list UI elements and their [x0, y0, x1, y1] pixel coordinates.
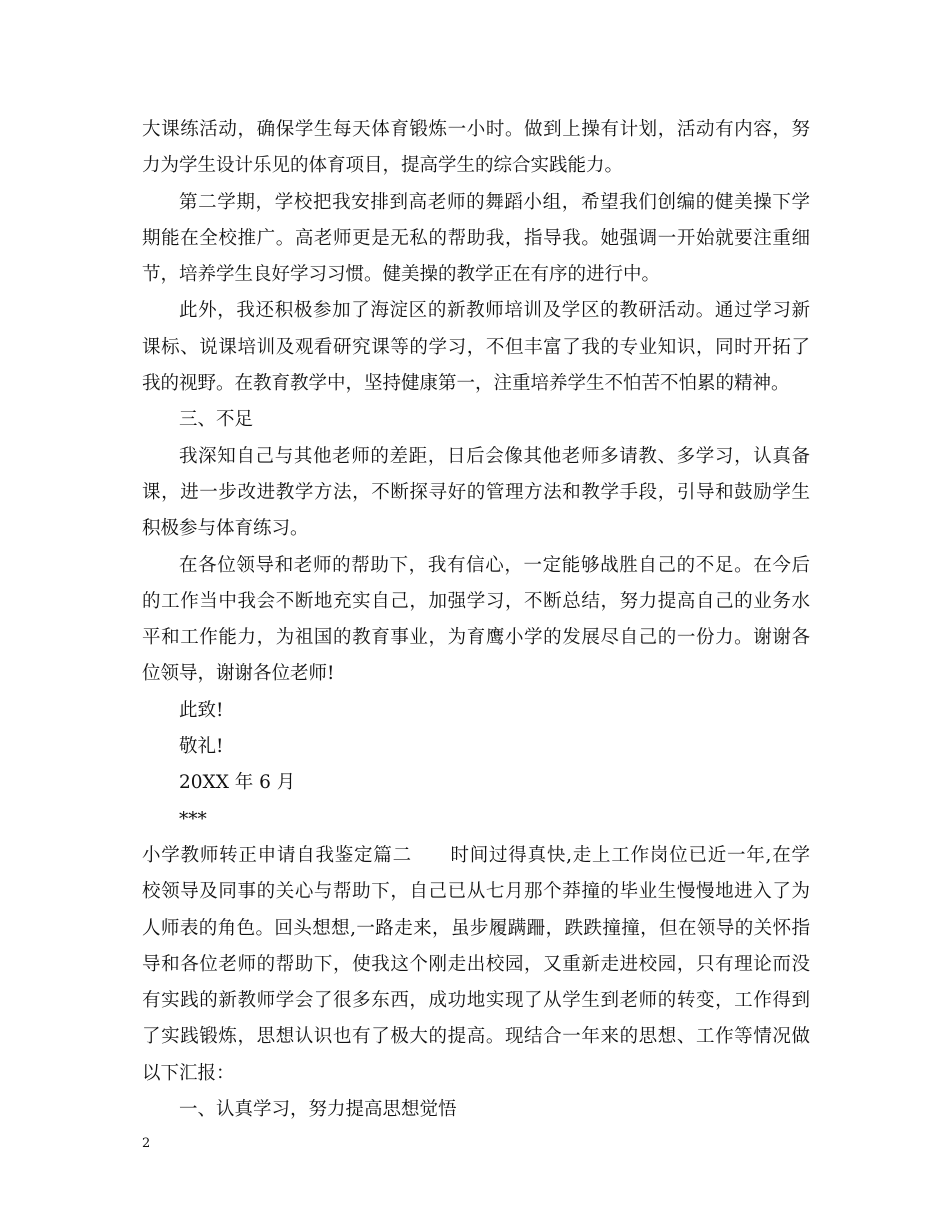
text-line: 20XX 年 6 月	[179, 772, 296, 794]
text-line: ***	[179, 808, 207, 830]
document-body	[142, 112, 810, 1128]
text-line: 我深知自己与其他老师的差距，日后会像其他老师多请教、多学习，认真备	[179, 445, 810, 467]
text-line: 节，培养学生良好学习习惯。健美操的教学正在有序的进行中。	[142, 264, 661, 286]
text-line: 小学教师转正申请自我鉴定篇二 时间过得真快,走上工作岗位已近一年,在学	[142, 844, 810, 866]
text-line: 课，进一步改进教学方法，不断探寻好的管理方法和教学手段，引导和鼓励学生	[142, 481, 810, 503]
text-line: 此外，我还积极参加了海淀区的新教师培训及学区的教研活动。通过学习新	[179, 300, 810, 322]
text-line: 在各位领导和老师的帮助下，我有信心，一定能够战胜自己的不足。在今后	[179, 554, 810, 576]
text-line: 位领导，谢谢各位老师!	[142, 663, 335, 685]
text-line: 一、认真学习，努力提高思想觉悟	[179, 1099, 457, 1121]
text-line: 敬礼!	[179, 736, 224, 758]
text-line: 平和工作能力，为祖国的教育事业，为育鹰小学的发展尽自己的一份力。谢谢各	[142, 627, 810, 649]
text-line: 期能在全校推广。高老师更是无私的帮助我，指导我。她强调一开始就要注重细	[142, 227, 810, 249]
text-line: 了实践锻炼，思想认识也有了极大的提高。现结合一年来的思想、工作等情况做	[142, 1026, 810, 1048]
text-line: 校领导及同事的关心与帮助下，自己已从七月那个莽撞的毕业生慢慢地进入了为	[142, 881, 810, 903]
text-line: 有实践的新教师学会了很多东西，成功地实现了从学生到老师的转变，工作得到	[142, 990, 810, 1012]
text-line: 大课练活动，确保学生每天体育锻炼一小时。做到上操有计划，活动有内容，努	[142, 119, 810, 140]
text-line: 我的视野。在教育教学中，坚持健康第一，注重培养学生不怕苦不怕累的精神。	[142, 373, 790, 395]
text-line: 力为学生设计乐见的体育项目，提高学生的综合实践能力。	[142, 155, 624, 177]
text-line: 课标、说课培训及观看研究课等的学习，不但丰富了我的专业知识，同时开拓了	[142, 336, 810, 358]
text-line: 以下汇报：	[142, 1062, 235, 1084]
text-line: 人师表的角色。回头想想,一路走来，虽步履蹒跚，跌跌撞撞，但在领导的关怀指	[142, 917, 810, 939]
text-line: 三、不足	[179, 409, 254, 431]
text-line: 第二学期，学校把我安排到高老师的舞蹈小组，希望我们创编的健美操下学	[179, 191, 810, 213]
text-line: 的工作当中我会不断地充实自己，加强学习，不断总结，努力提高自己的业务水	[142, 590, 810, 612]
page-number: 2	[142, 1136, 151, 1151]
text-line: 导和各位老师的帮助下，使我这个刚走出校园，又重新走进校园，只有理论而没	[142, 953, 810, 975]
text-line: 积极参与体育练习。	[142, 518, 309, 540]
text-line: 此致!	[179, 699, 224, 721]
